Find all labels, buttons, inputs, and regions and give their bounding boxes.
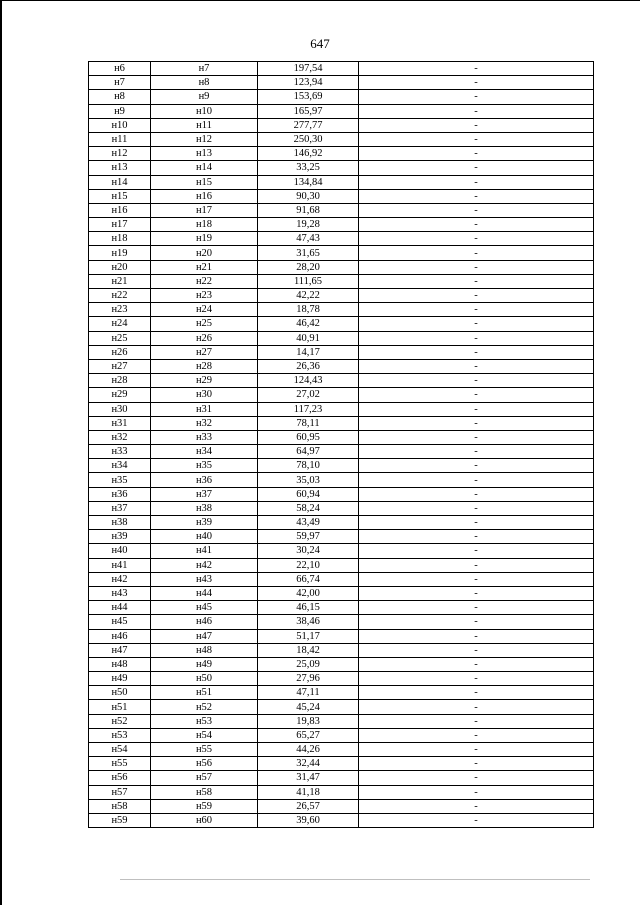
point-from-cell: н19: [89, 246, 151, 260]
point-from-cell: н53: [89, 728, 151, 742]
point-from-cell: н51: [89, 700, 151, 714]
length-cell: 47,11: [258, 686, 359, 700]
point-from-cell: н36: [89, 487, 151, 501]
length-cell: 19,28: [258, 218, 359, 232]
note-cell: -: [359, 161, 594, 175]
point-to-cell: н31: [151, 402, 258, 416]
boundary-segments-table: [88, 61, 594, 828]
table-row: [89, 799, 594, 813]
point-to-cell: н26: [151, 331, 258, 345]
table-row: [89, 601, 594, 615]
point-to-cell: н38: [151, 501, 258, 515]
point-from-cell: н12: [89, 147, 151, 161]
note-cell: -: [359, 771, 594, 785]
point-from-cell: н10: [89, 118, 151, 132]
note-cell: -: [359, 203, 594, 217]
length-cell: 22,10: [258, 558, 359, 572]
table-row: [89, 232, 594, 246]
length-cell: 111,65: [258, 274, 359, 288]
length-cell: 44,26: [258, 743, 359, 757]
point-from-cell: н21: [89, 274, 151, 288]
note-cell: -: [359, 686, 594, 700]
length-cell: 42,22: [258, 289, 359, 303]
length-cell: 165,97: [258, 104, 359, 118]
table-row: [89, 445, 594, 459]
point-from-cell: н44: [89, 601, 151, 615]
note-cell: -: [359, 459, 594, 473]
length-cell: 41,18: [258, 785, 359, 799]
note-cell: -: [359, 728, 594, 742]
note-cell: -: [359, 147, 594, 161]
point-from-cell: н39: [89, 530, 151, 544]
table-row: [89, 813, 594, 827]
point-to-cell: н33: [151, 430, 258, 444]
note-cell: -: [359, 118, 594, 132]
table-row: [89, 615, 594, 629]
length-cell: 18,42: [258, 643, 359, 657]
point-to-cell: н48: [151, 643, 258, 657]
point-from-cell: н41: [89, 558, 151, 572]
note-cell: -: [359, 785, 594, 799]
point-from-cell: н9: [89, 104, 151, 118]
point-from-cell: н47: [89, 643, 151, 657]
point-from-cell: н33: [89, 445, 151, 459]
table-row: [89, 303, 594, 317]
length-cell: 46,42: [258, 317, 359, 331]
point-to-cell: н59: [151, 799, 258, 813]
length-cell: 19,83: [258, 714, 359, 728]
table-row: [89, 714, 594, 728]
length-cell: 35,03: [258, 473, 359, 487]
point-to-cell: н15: [151, 175, 258, 189]
point-to-cell: н29: [151, 374, 258, 388]
length-cell: 43,49: [258, 516, 359, 530]
point-to-cell: н39: [151, 516, 258, 530]
note-cell: -: [359, 246, 594, 260]
point-from-cell: н29: [89, 388, 151, 402]
note-cell: -: [359, 289, 594, 303]
point-to-cell: н10: [151, 104, 258, 118]
note-cell: -: [359, 317, 594, 331]
note-cell: -: [359, 757, 594, 771]
point-from-cell: н20: [89, 260, 151, 274]
note-cell: -: [359, 76, 594, 90]
point-from-cell: н18: [89, 232, 151, 246]
table-row: [89, 260, 594, 274]
point-to-cell: н58: [151, 785, 258, 799]
point-to-cell: н34: [151, 445, 258, 459]
point-to-cell: н40: [151, 530, 258, 544]
note-cell: -: [359, 175, 594, 189]
note-cell: -: [359, 516, 594, 530]
table-row: [89, 317, 594, 331]
table-row: [89, 516, 594, 530]
table-row: [89, 686, 594, 700]
table-row: [89, 246, 594, 260]
table-row: [89, 771, 594, 785]
page-number: 647: [310, 36, 330, 51]
note-cell: -: [359, 274, 594, 288]
point-from-cell: н37: [89, 501, 151, 515]
length-cell: 91,68: [258, 203, 359, 217]
note-cell: -: [359, 303, 594, 317]
length-cell: 27,96: [258, 672, 359, 686]
note-cell: -: [359, 615, 594, 629]
point-to-cell: н51: [151, 686, 258, 700]
length-cell: 31,47: [258, 771, 359, 785]
note-cell: -: [359, 189, 594, 203]
table-row: [89, 90, 594, 104]
point-to-cell: н7: [151, 62, 258, 76]
table-row: [89, 218, 594, 232]
point-to-cell: н54: [151, 728, 258, 742]
point-from-cell: н23: [89, 303, 151, 317]
length-cell: 134,84: [258, 175, 359, 189]
length-cell: 123,94: [258, 76, 359, 90]
table-row: [89, 118, 594, 132]
point-to-cell: н14: [151, 161, 258, 175]
note-cell: -: [359, 530, 594, 544]
point-from-cell: н25: [89, 331, 151, 345]
table-row: [89, 785, 594, 799]
length-cell: 26,36: [258, 359, 359, 373]
point-to-cell: н27: [151, 345, 258, 359]
note-cell: -: [359, 544, 594, 558]
note-cell: -: [359, 345, 594, 359]
point-from-cell: н56: [89, 771, 151, 785]
table-row: [89, 62, 594, 76]
point-to-cell: н43: [151, 572, 258, 586]
point-from-cell: н24: [89, 317, 151, 331]
table-row: [89, 487, 594, 501]
point-from-cell: н31: [89, 416, 151, 430]
length-cell: 78,10: [258, 459, 359, 473]
point-to-cell: н47: [151, 629, 258, 643]
note-cell: -: [359, 359, 594, 373]
point-from-cell: н28: [89, 374, 151, 388]
point-from-cell: н40: [89, 544, 151, 558]
note-cell: -: [359, 232, 594, 246]
length-cell: 197,54: [258, 62, 359, 76]
length-cell: 153,69: [258, 90, 359, 104]
table-row: [89, 289, 594, 303]
point-to-cell: н37: [151, 487, 258, 501]
point-to-cell: н45: [151, 601, 258, 615]
point-from-cell: н43: [89, 586, 151, 600]
note-cell: -: [359, 601, 594, 615]
point-from-cell: н57: [89, 785, 151, 799]
note-cell: -: [359, 558, 594, 572]
table-row: [89, 359, 594, 373]
point-from-cell: н54: [89, 743, 151, 757]
point-to-cell: н24: [151, 303, 258, 317]
point-to-cell: н30: [151, 388, 258, 402]
table-row: [89, 175, 594, 189]
length-cell: 78,11: [258, 416, 359, 430]
point-to-cell: н57: [151, 771, 258, 785]
point-to-cell: н8: [151, 76, 258, 90]
length-cell: 117,23: [258, 402, 359, 416]
note-cell: -: [359, 629, 594, 643]
table-row: [89, 672, 594, 686]
length-cell: 14,17: [258, 345, 359, 359]
note-cell: -: [359, 331, 594, 345]
table-row: [89, 345, 594, 359]
note-cell: -: [359, 586, 594, 600]
length-cell: 60,94: [258, 487, 359, 501]
point-to-cell: н19: [151, 232, 258, 246]
point-from-cell: н42: [89, 572, 151, 586]
note-cell: -: [359, 700, 594, 714]
table-row: [89, 203, 594, 217]
note-cell: -: [359, 657, 594, 671]
note-cell: -: [359, 430, 594, 444]
length-cell: 60,95: [258, 430, 359, 444]
length-cell: 250,30: [258, 132, 359, 146]
point-to-cell: н17: [151, 203, 258, 217]
length-cell: 277,77: [258, 118, 359, 132]
table-row: [89, 161, 594, 175]
point-to-cell: н46: [151, 615, 258, 629]
point-from-cell: н55: [89, 757, 151, 771]
point-to-cell: н20: [151, 246, 258, 260]
point-to-cell: н41: [151, 544, 258, 558]
note-cell: -: [359, 743, 594, 757]
point-from-cell: н35: [89, 473, 151, 487]
table-row: [89, 274, 594, 288]
length-cell: 33,25: [258, 161, 359, 175]
point-to-cell: н23: [151, 289, 258, 303]
point-to-cell: н9: [151, 90, 258, 104]
table-row: [89, 402, 594, 416]
point-from-cell: н45: [89, 615, 151, 629]
note-cell: -: [359, 473, 594, 487]
length-cell: 59,97: [258, 530, 359, 544]
point-to-cell: н42: [151, 558, 258, 572]
point-to-cell: н53: [151, 714, 258, 728]
length-cell: 45,24: [258, 700, 359, 714]
point-from-cell: н14: [89, 175, 151, 189]
length-cell: 28,20: [258, 260, 359, 274]
point-from-cell: н17: [89, 218, 151, 232]
length-cell: 46,15: [258, 601, 359, 615]
table-row: [89, 430, 594, 444]
left-edge-mark: [0, 0, 2, 905]
point-to-cell: н35: [151, 459, 258, 473]
table-row: [89, 743, 594, 757]
note-cell: -: [359, 799, 594, 813]
point-to-cell: н25: [151, 317, 258, 331]
table-row: [89, 147, 594, 161]
point-from-cell: н49: [89, 672, 151, 686]
note-cell: -: [359, 643, 594, 657]
length-cell: 27,02: [258, 388, 359, 402]
note-cell: -: [359, 416, 594, 430]
note-cell: -: [359, 132, 594, 146]
point-from-cell: н22: [89, 289, 151, 303]
note-cell: -: [359, 374, 594, 388]
point-from-cell: н38: [89, 516, 151, 530]
point-from-cell: н8: [89, 90, 151, 104]
table-row: [89, 104, 594, 118]
point-from-cell: н58: [89, 799, 151, 813]
length-cell: 66,74: [258, 572, 359, 586]
table-row: [89, 530, 594, 544]
point-to-cell: н21: [151, 260, 258, 274]
length-cell: 40,91: [258, 331, 359, 345]
length-cell: 26,57: [258, 799, 359, 813]
table-row: [89, 544, 594, 558]
table-row: [89, 388, 594, 402]
note-cell: -: [359, 501, 594, 515]
length-cell: 18,78: [258, 303, 359, 317]
point-from-cell: н30: [89, 402, 151, 416]
point-from-cell: н16: [89, 203, 151, 217]
point-to-cell: н18: [151, 218, 258, 232]
point-from-cell: н59: [89, 813, 151, 827]
length-cell: 146,92: [258, 147, 359, 161]
note-cell: -: [359, 90, 594, 104]
note-cell: -: [359, 388, 594, 402]
length-cell: 51,17: [258, 629, 359, 643]
point-from-cell: н15: [89, 189, 151, 203]
note-cell: -: [359, 402, 594, 416]
point-to-cell: н56: [151, 757, 258, 771]
table-row: [89, 657, 594, 671]
table-row: [89, 572, 594, 586]
length-cell: 32,44: [258, 757, 359, 771]
length-cell: 64,97: [258, 445, 359, 459]
note-cell: -: [359, 218, 594, 232]
top-edge-mark: [0, 0, 640, 1]
table-row: [89, 331, 594, 345]
table-row: [89, 132, 594, 146]
note-cell: -: [359, 445, 594, 459]
table-row: [89, 700, 594, 714]
note-cell: -: [359, 260, 594, 274]
length-cell: 31,65: [258, 246, 359, 260]
table-row: [89, 374, 594, 388]
point-to-cell: н50: [151, 672, 258, 686]
point-from-cell: н11: [89, 132, 151, 146]
length-cell: 38,46: [258, 615, 359, 629]
point-to-cell: н60: [151, 813, 258, 827]
point-from-cell: н46: [89, 629, 151, 643]
note-cell: -: [359, 813, 594, 827]
note-cell: -: [359, 672, 594, 686]
table-row: [89, 459, 594, 473]
table-row: [89, 728, 594, 742]
point-from-cell: н6: [89, 62, 151, 76]
point-from-cell: н52: [89, 714, 151, 728]
point-to-cell: н12: [151, 132, 258, 146]
table-row: [89, 416, 594, 430]
table-row: [89, 189, 594, 203]
point-from-cell: н50: [89, 686, 151, 700]
point-to-cell: н32: [151, 416, 258, 430]
point-to-cell: н55: [151, 743, 258, 757]
note-cell: -: [359, 487, 594, 501]
length-cell: 47,43: [258, 232, 359, 246]
point-to-cell: н49: [151, 657, 258, 671]
note-cell: -: [359, 104, 594, 118]
table-row: [89, 757, 594, 771]
length-cell: 25,09: [258, 657, 359, 671]
point-to-cell: н16: [151, 189, 258, 203]
table-body: [89, 62, 594, 828]
point-to-cell: н28: [151, 359, 258, 373]
point-from-cell: н48: [89, 657, 151, 671]
point-from-cell: н7: [89, 76, 151, 90]
point-from-cell: н13: [89, 161, 151, 175]
note-cell: -: [359, 714, 594, 728]
point-to-cell: н44: [151, 586, 258, 600]
table-row: [89, 76, 594, 90]
length-cell: 39,60: [258, 813, 359, 827]
table-row: [89, 586, 594, 600]
length-cell: 30,24: [258, 544, 359, 558]
point-to-cell: н11: [151, 118, 258, 132]
length-cell: 42,00: [258, 586, 359, 600]
table-row: [89, 643, 594, 657]
table-row: [89, 558, 594, 572]
point-to-cell: н13: [151, 147, 258, 161]
footer-divider: [120, 879, 590, 880]
table-row: [89, 501, 594, 515]
length-cell: 90,30: [258, 189, 359, 203]
point-to-cell: н52: [151, 700, 258, 714]
point-from-cell: н26: [89, 345, 151, 359]
point-to-cell: н22: [151, 274, 258, 288]
point-from-cell: н34: [89, 459, 151, 473]
length-cell: 65,27: [258, 728, 359, 742]
note-cell: -: [359, 572, 594, 586]
point-from-cell: н32: [89, 430, 151, 444]
table-row: [89, 473, 594, 487]
note-cell: -: [359, 62, 594, 76]
table-row: [89, 629, 594, 643]
point-from-cell: н27: [89, 359, 151, 373]
length-cell: 58,24: [258, 501, 359, 515]
point-to-cell: н36: [151, 473, 258, 487]
length-cell: 124,43: [258, 374, 359, 388]
